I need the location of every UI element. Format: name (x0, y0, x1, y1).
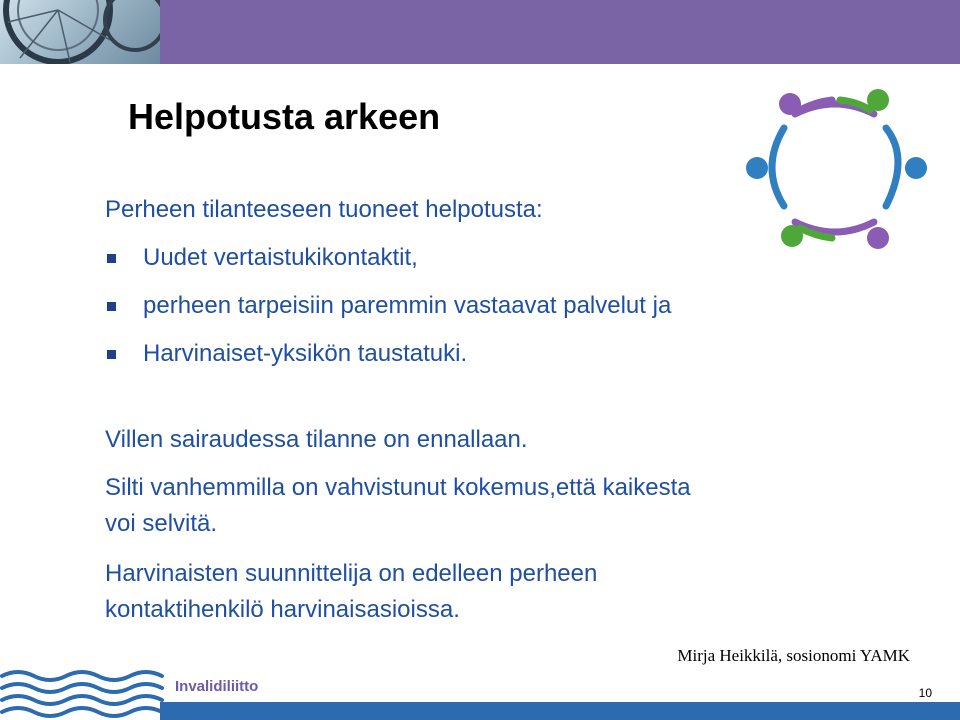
author-credit: Mirja Heikkilä, sosionomi YAMK (677, 646, 910, 665)
paragraph-line: kontaktihenkilö harvinaisasioissa. (105, 596, 460, 623)
bottom-bar (160, 702, 960, 720)
people-circle-logo-icon (740, 88, 930, 250)
paragraph (105, 556, 597, 628)
paragraph-line: Villen sairaudessa tilanne on ennallaan. (105, 426, 528, 453)
bullet-square-icon (107, 350, 116, 359)
waves-logo-icon (0, 668, 165, 720)
intro-text: Perheen tilanteeseen tuoneet helpotusta: (105, 196, 543, 223)
bullet-text: perheen tarpeisiin paremmin vastaavat palvelut ja (143, 292, 672, 319)
paragraph-line: Silti vanhemmilla on vahvistunut kokemus,että kaikesta (105, 474, 691, 501)
organization-name: Invalidiliitto (175, 678, 259, 695)
bullet-square-icon (107, 254, 116, 263)
bullet-text: Uudet vertaistukikontaktit, (143, 244, 418, 271)
bullet-item (105, 240, 671, 288)
slide-title: Helpotusta arkeen (128, 96, 441, 137)
paragraph-line: voi selvitä. (105, 510, 218, 537)
page-number: 10 (918, 686, 932, 700)
bullet-square-icon (107, 302, 116, 311)
bullet-item (105, 288, 671, 336)
paragraph (105, 470, 691, 542)
bullet-item (105, 336, 671, 384)
paragraph (105, 422, 528, 458)
wheelchair-photo (0, 0, 160, 64)
bullet-list (105, 240, 671, 384)
paragraph-line: Harvinaisten suunnittelija on edelleen perheen (105, 560, 598, 587)
bullet-text: Harvinaiset-yksikön taustatuki. (143, 340, 468, 367)
